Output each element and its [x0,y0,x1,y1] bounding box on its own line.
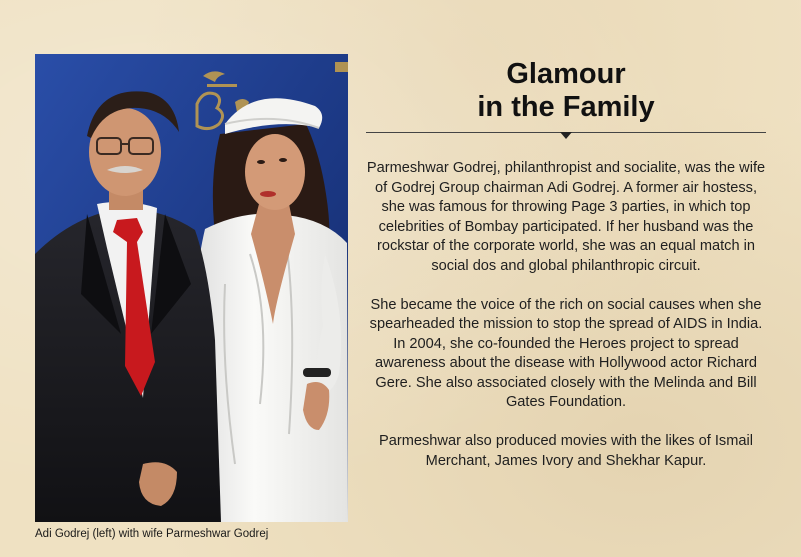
article-title-line-2: in the Family [477,91,655,123]
article-body [366,159,766,491]
photo-caption: Adi Godrej (left) with wife Parmeshwar Godrej [35,528,269,540]
article-title [366,58,766,124]
article-photo [35,54,348,522]
article-title-line-1: Glamour [506,58,626,90]
divider-arrow-icon [560,132,572,139]
body-paragraph: Parmeshwar also produced movies with the likes of Ismail Merchant, James Ivory and Shekhar Kapur. [379,433,753,469]
body-paragraph: She became the voice of the rich on social causes when she spearheaded the mission to stop the spread of AIDS in India. In 2004, she co-founded the Heroes project to spread awareness about the disease with Hollywood actor Richard Gere. She also associated closely with the Melinda and Bill Gates Foundation. [369,296,763,410]
body-paragraph: Parmeshwar Godrej, philanthropist and socialite, was the wife of Godrej Group chairman Adi Godrej. A former air hostess, she was famous for throwing Page 3 parties, in which top celebrities of Bombay participated. If her husband was the rockstar of the corporate world, she was an equal match in social dos and global philanthropic circuit. [366,160,766,274]
